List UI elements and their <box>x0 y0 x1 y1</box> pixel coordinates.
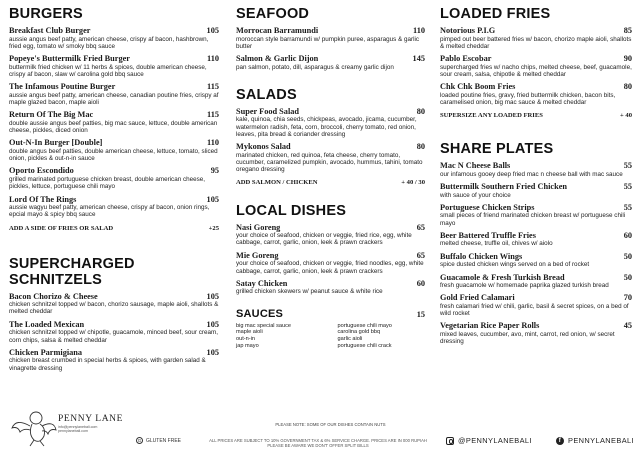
menu-item-description: mixed leaves, cucumber, avo, mint, carrot, red onion, w/ secret dressing <box>440 330 615 346</box>
menu-item-name: The Infamous Poutine Burger <box>9 82 116 92</box>
menu-item-price: 105 <box>206 347 219 357</box>
menu-item-name: Out-N-In Burger [Double] <box>9 138 103 148</box>
menu-item-name: Popeye's Buttermilk Fried Burger <box>9 54 130 64</box>
menu-item-price: 80 <box>416 142 425 152</box>
sauces-list-left <box>236 323 324 350</box>
menu-item-price: 115 <box>207 110 219 120</box>
menu-item-name: Vegetarian Rice Paper Rolls <box>440 321 540 331</box>
addon-label: SUPERSIZE ANY LOADED FRIES <box>440 112 543 120</box>
menu-item-description: grilled marinated portuguese chicken breast, double american cheese, pickles, lettuce, portuguese chili mayo <box>9 175 206 191</box>
menu-item-name: Gold Fried Calamari <box>440 293 515 303</box>
schnitzels-list <box>9 292 219 372</box>
menu-item <box>9 320 219 344</box>
brand-name: PENNY LANE <box>58 414 124 424</box>
menu-item <box>440 82 632 106</box>
menu-item-price: 45 <box>623 321 632 331</box>
menu-item-name: The Loaded Mexican <box>9 319 85 329</box>
local-dishes-list <box>236 223 425 296</box>
menu-item <box>9 26 219 50</box>
menu-item-price: 85 <box>623 26 632 35</box>
menu-item <box>440 203 632 227</box>
menu-item-description: aussie wagyu beef patty, american cheese, crispy af bacon, onion rings, epcial mayo & spicy bbq sauce <box>9 204 210 219</box>
sauce-item: garlic aioli <box>337 336 363 343</box>
menu-item <box>9 110 219 134</box>
menu-item-name: Breakfast Club Burger <box>9 26 91 35</box>
menu-item-name: Mykonos Salad <box>236 142 291 152</box>
menu-item-description: aussie angus beef patty, american cheese, canadian poutine fries, crispy af maple glazed bacon, maple aioli <box>9 91 219 106</box>
menu-item <box>236 142 425 173</box>
share-plates-list <box>440 161 632 345</box>
menu-item-name: Satay Chicken <box>236 278 288 288</box>
menu-item-description: marinated chicken, red quinoa, feta cheese, cherry tomato, cucumber, caramelized pumpkin, avocado, hummus, tahini, tomato oregano dressing <box>236 151 423 174</box>
menu-item-name: Salmon & Garlic Dijon <box>236 54 319 64</box>
menu-item <box>440 161 632 178</box>
menu-item-description: double aussie angus beef patties, big mac sauce, lettuce, double american cheese, pickles, diced onion <box>9 119 218 135</box>
menu-column-middle <box>236 6 425 350</box>
schnitzels-heading: SUPERCHARGED SCHNITZELS <box>9 255 135 288</box>
menu-item <box>440 231 632 248</box>
menu-item-price: 65 <box>416 250 425 260</box>
pricing-note <box>198 438 438 448</box>
salads-heading: SALADS <box>236 86 297 103</box>
menu-item-price: 110 <box>413 26 425 35</box>
menu-item-price: 80 <box>623 82 632 92</box>
menu-item-name: Super Food Salad <box>236 106 300 116</box>
menu-item-name: Beer Battered Truffle Fries <box>440 230 536 240</box>
addon-label: ADD A SIDE OF FRIES OR SALAD <box>9 224 114 232</box>
menu-item <box>440 182 632 199</box>
addon-price: + 40 / 30 <box>401 178 425 186</box>
facebook-handle[interactable] <box>556 436 634 445</box>
seafood-heading: SEAFOOD <box>236 6 310 22</box>
menu-item-price: 110 <box>207 54 219 64</box>
instagram-label: @PENNYLANEBALI <box>458 436 532 445</box>
brand-contact: info@pennylanebali.com pennylanebali.com <box>58 425 98 434</box>
menu-item <box>236 107 425 138</box>
menu-item <box>236 54 425 71</box>
facebook-icon: f <box>556 437 564 445</box>
menu-item-description: kale, quinoa, chia seeds, chickpeas, avocado, jicama, cucumber, watermelon radish, feta, corn, broccoli, cherry tomato, red onion, leaves, pita bread & coriander dressing <box>236 116 417 138</box>
loaded-fries-heading: LOADED FRIES <box>440 6 551 22</box>
menu-item <box>9 292 219 316</box>
menu-item <box>440 273 632 290</box>
menu-item-price: 105 <box>206 291 219 301</box>
menu-item-description: fresh calamari fried w/ chili, garlic, basil & secret spices, on a bed of wild rocket <box>440 302 629 318</box>
menu-item-name: Return Of The Big Mac <box>9 110 94 120</box>
menu-item-price: 105 <box>206 319 219 329</box>
menu-item-description: chicken breast crumbed in special herbs & spices, with garden salad & vinagrette dressing <box>9 357 206 372</box>
tax-note: ALL PRICES ARE SUBJECT TO 10% GOVERNMENT TAX & 6% SERVICE CHARGE. PRICES ARE IN 000 RUPIAH <box>209 438 427 443</box>
menu-column-right <box>440 6 632 346</box>
menu-item <box>440 26 632 50</box>
menu-item-name: Morrocan Barramundi <box>236 26 319 35</box>
menu-item-price: 110 <box>207 138 219 148</box>
supersize-addon <box>440 112 632 120</box>
instagram-icon <box>446 437 454 445</box>
salmon-chicken-addon <box>236 179 425 187</box>
fries-or-salad-addon <box>9 225 219 233</box>
menu-item-price: 60 <box>623 230 632 240</box>
nuts-note: PLEASE NOTE: SOME OF OUR DISHES CONTAIN NUTS <box>275 422 386 427</box>
addon-label: ADD SALMON / CHICKEN <box>236 178 318 186</box>
menu-item-price: 60 <box>416 278 425 288</box>
menu-item-name: Notorious P.I.G <box>440 26 496 35</box>
menu-item-description: chicken schnitzel topped w/ chipotle, guacamole, minced beef, sour cream, corn chips, salsa & melted cheddar <box>9 329 218 344</box>
sauce-item: jap mayo <box>236 343 259 350</box>
menu-item-description: pimped out beer battered fries w/ bacon, chorizo maple aioli, shallots & melted cheddar <box>440 35 632 50</box>
split-bill-note: PLEASE BE AWARE WE DON'T OFFER SPLIT BILLS <box>267 443 369 448</box>
menu-item-description: your choice of seafood, chicken or veggie, fried noodles, egg, white cabbage, carrot, garlic, onion, leek & prawn crackers <box>236 260 424 275</box>
menu-item-description: moroccan style barramundi w/ pumpkin puree, asparagus & garlic butter <box>236 35 420 50</box>
local-dishes-heading: LOCAL DISHES <box>236 202 347 219</box>
gluten-free-label: GLUTEN FREE <box>146 437 182 444</box>
addon-price: +25 <box>208 224 219 232</box>
menu-item <box>440 293 632 317</box>
sauce-item: carolina gold bbq <box>337 329 381 336</box>
menu-item <box>440 252 632 269</box>
burgers-heading: BURGERS <box>9 6 83 22</box>
sauces-price: 15 <box>416 309 425 319</box>
share-plates-heading: SHARE PLATES <box>440 141 554 158</box>
menu-item-description: chicken schnitzel topped w/ bacon, chorizo sausage, maple aioli, shallots & melted cheddar <box>9 301 219 316</box>
sauces-list-right <box>338 323 426 350</box>
menu-item <box>9 348 219 372</box>
menu-column-left <box>9 6 219 372</box>
menu-item-name: Bacon Chorizo & Cheese <box>9 291 98 301</box>
menu-item <box>236 279 425 296</box>
menu-item-description: loaded poutine fries, gravy, fried buttermilk chicken, bacon bits, caramelised onion, big mac sauce & melted cheddar <box>440 91 616 106</box>
sauce-item: portuguese chili crack <box>337 343 392 350</box>
menu-item-name: Nasi Goreng <box>236 222 281 232</box>
sauce-item: maple aioli <box>236 329 263 336</box>
cherub-logo <box>6 404 58 448</box>
menu-item <box>236 251 425 275</box>
menu-item-name: Chicken Parmigiana <box>9 347 83 357</box>
menu-item <box>9 54 219 78</box>
menu-item <box>9 138 219 162</box>
menu-item-description: melted cheese, truffle oil, chives w/ aiolo <box>440 240 553 248</box>
menu-item-description: grilled chicken skewers w/ peanut sauce & white rice <box>236 288 383 296</box>
sauces-heading: SAUCES <box>236 307 284 320</box>
menu-item-description: your choice of seafood, chicken or veggie, fried rice, egg, white cabbage, carrot, garlic, onion, leek & prawn crackers <box>236 232 412 247</box>
menu-item-price: 65 <box>416 222 425 232</box>
menu-item-price: 90 <box>623 54 632 64</box>
menu-item <box>440 321 632 345</box>
menu-item-name: Pablo Escobar <box>440 54 492 64</box>
menu-item-price: 105 <box>206 26 219 35</box>
facebook-label: PENNYLANEBALI <box>568 436 634 445</box>
menu-item-price: 55 <box>623 161 632 171</box>
gluten-free-legend <box>136 437 181 444</box>
loaded-fries-list <box>440 26 632 106</box>
menu-item-price: 95 <box>210 166 219 176</box>
burgers-list <box>9 26 219 219</box>
menu-item-price: 50 <box>623 251 632 261</box>
menu-item-description: supercharged fries w/ nacho chips, melted cheese, beef, guacamole, sour cream, salsa, chipotle & melted cheddar <box>440 63 632 78</box>
sauce-item: big mac special sauce <box>236 322 292 329</box>
menu-item-description: double angus beef patties, double american cheese, lettuce, tomato, sliced onion, pickles & out-n-in sauce <box>9 147 218 163</box>
menu-item-description: fresh guacamole w/ homemade paprika glazed turkish bread <box>440 282 609 290</box>
menu-item-name: Chk Chk Boom Fries <box>440 82 516 92</box>
addon-price: + 40 <box>620 112 632 120</box>
menu-item-price: 50 <box>623 272 632 282</box>
menu-item-name: Lord Of The Rings <box>9 194 77 204</box>
menu-item-name: Buttermilk Southern Fried Chicken <box>440 182 567 192</box>
menu-item-name: Mie Goreng <box>236 250 279 260</box>
gluten-free-icon: G <box>137 438 142 443</box>
menu-item-price: 70 <box>623 293 632 303</box>
menu-item-name: Oporto Escondido <box>9 166 74 176</box>
seafood-list <box>236 26 425 71</box>
menu-item-price: 80 <box>416 106 425 116</box>
menu-item <box>9 82 219 106</box>
menu-item <box>9 166 219 190</box>
menu-item-price: 55 <box>623 182 632 192</box>
menu-item-description: buttermilk fried chicken w/ 11 herbs & spices, double american cheese, crispy af bacon, slaw w/ carolina gold bbq sauce <box>9 63 207 78</box>
menu-item-name: Mac N Cheese Balls <box>440 161 511 171</box>
menu-item-price: 105 <box>206 194 219 204</box>
sauce-item: portuguese chili mayo <box>337 322 392 329</box>
menu-item-description: our infamous gooey deep fried mac n cheese ball with mac sauce <box>440 170 623 178</box>
menu-item-description: with sauce of your choice <box>440 191 511 199</box>
menu-item <box>9 195 219 219</box>
menu-item-description: small pieces of friend marinated chicken breast w/ portuguese chili mayo <box>440 212 626 227</box>
menu-item-name: Portuguese Chicken Strips <box>440 202 535 212</box>
menu-item-description: aussie angus beef patty, american cheese, crispy af bacon, hashbrown, fried egg, tomato w/ smoky bbq sauce <box>9 35 209 50</box>
menu-item-price: 145 <box>412 54 425 64</box>
menu-item-name: Guacamole & Fresh Turkish Bread <box>440 272 565 282</box>
menu-item <box>440 54 632 78</box>
menu-item-price: 55 <box>623 202 632 212</box>
menu-item <box>236 26 425 50</box>
sauces-section <box>236 306 425 350</box>
menu-item-description: pan salmon, potato, dill, asparagus & creamy garlic dijon <box>236 63 394 71</box>
instagram-handle[interactable] <box>446 436 532 445</box>
menu-item-price: 115 <box>207 82 219 92</box>
menu-item-description: spice dusted chicken wings served on a bed of rocket <box>440 261 590 269</box>
menu-item-name: Buffalo Chicken Wings <box>440 251 523 261</box>
menu-item <box>236 223 425 247</box>
sauce-item: out-n-in <box>236 336 255 343</box>
salads-list <box>236 107 425 174</box>
